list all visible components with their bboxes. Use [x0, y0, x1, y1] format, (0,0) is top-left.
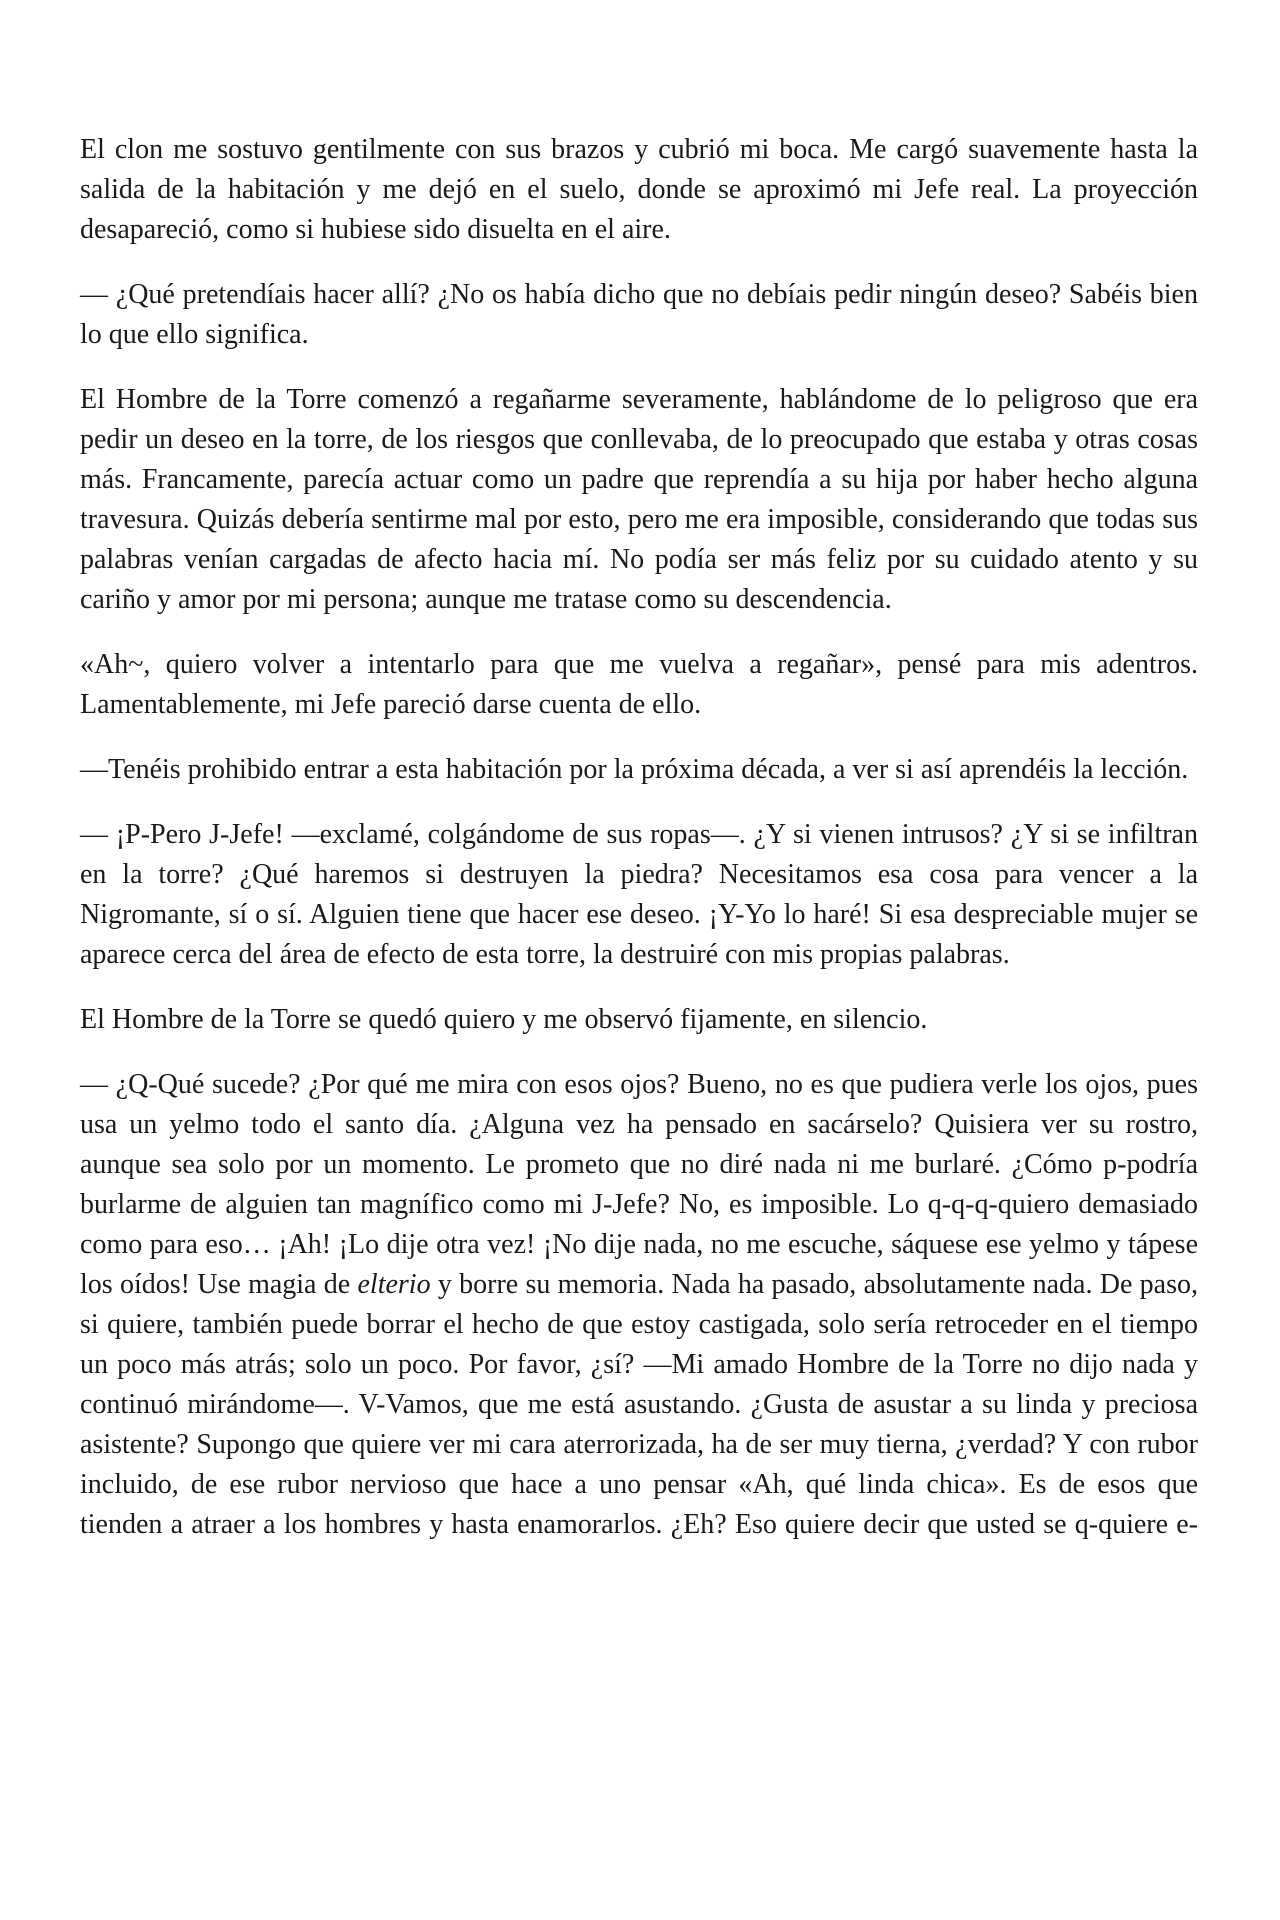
- paragraph-text: y borre su memoria. Nada ha pasado, absolutamente nada. De paso, si quiere, también puede borrar el hecho de que estoy castigada, solo sería retroceder en el tiempo un poco más atrás; solo un poco. Por favor, ¿sí? —Mi amado Hombre de la Torre no dijo nada y continuó mirándome—. V-Vamos, que me está asustando. ¿Gusta de asustar a su linda y preciosa asistente? Supongo que quiere ver mi cara aterrorizada, ha de ser muy tierna, ¿verdad? Y con rubor incluido, de ese rubor nervioso que hace a uno pensar «Ah, qué linda chica». Es de esos que tienden a atraer a los hombres y hasta enamorarlos. ¿Eh? Eso quiere decir que usted se q-quiere e-: [80, 1269, 1198, 1540]
- paragraph: «Ah~, quiero volver a intentarlo para que me vuelva a regañar», pensé para mis adentros. Lamentablemente, mi Jefe pareció darse cuenta de ello.: [80, 649, 1198, 720]
- paragraph-text: — ¿Q-Qué sucede? ¿Por qué me mira con esos ojos? Bueno, no es que pudiera verle los ojos, pues usa un yelmo todo el santo día. ¿Alguna vez ha pensado en sacárselo? Quisiera ver su rostro, aunque sea solo por un momento. Le prometo que no diré nada ni me burlaré. ¿Cómo p-podría burlarme de alguien tan magnífico como mi J-Jefe? No, es imposible. Lo q-q-q-quiero demasiado como para eso… ¡Ah! ¡Lo dije otra vez! ¡No dije nada, no me escuche, sáquese ese yelmo y tápese los oídos! Use magia de: [80, 1069, 1198, 1300]
- paragraph: El Hombre de la Torre comenzó a regañarme severamente, hablándome de lo peligroso que era pedir un deseo en la torre, de los riesgos que conllevaba, de lo preocupado que estaba y otras cosas más. Francamente, parecía actuar como un padre que reprendía a su hija por haber hecho alguna travesura. Quizás debería sentirme mal por esto, pero me era imposible, considerando que todas sus palabras venían cargadas de afecto hacia mí. No podía ser más feliz por su cuidado atento y su cariño y amor por mi persona; aunque me tratase como su descendencia.: [80, 384, 1198, 615]
- document-page: [80, 130, 1198, 1570]
- paragraph: — ¿Qué pretendíais hacer allí? ¿No os había dicho que no debíais pedir ningún deseo? Sabéis bien lo que ello significa.: [80, 279, 1198, 350]
- italic-term: elterio: [357, 1269, 431, 1300]
- paragraph: El clon me sostuvo gentilmente con sus brazos y cubrió mi boca. Me cargó suavemente hasta la salida de la habitación y me dejó en el suelo, donde se aproximó mi Jefe real. La proyección desapareció, como si hubiese sido disuelta en el aire.: [80, 134, 1198, 245]
- paragraph-last: [80, 1065, 1198, 1545]
- paragraph: —Tenéis prohibido entrar a esta habitación por la próxima década, a ver si así aprendéis la lección.: [80, 754, 1189, 785]
- paragraph: — ¡P-Pero J-Jefe! —exclamé, colgándome de sus ropas—. ¿Y si vienen intrusos? ¿Y si se infiltran en la torre? ¿Qué haremos si destruyen la piedra? Necesitamos esa cosa para vencer a la Nigromante, sí o sí. Alguien tiene que hacer ese deseo. ¡Y-Yo lo haré! Si esa despreciable mujer se aparece cerca del área de efecto de esta torre, la destruiré con mis propias palabras.: [80, 819, 1198, 970]
- paragraph: El Hombre de la Torre se quedó quiero y me observó fijamente, en silencio.: [80, 1004, 928, 1035]
